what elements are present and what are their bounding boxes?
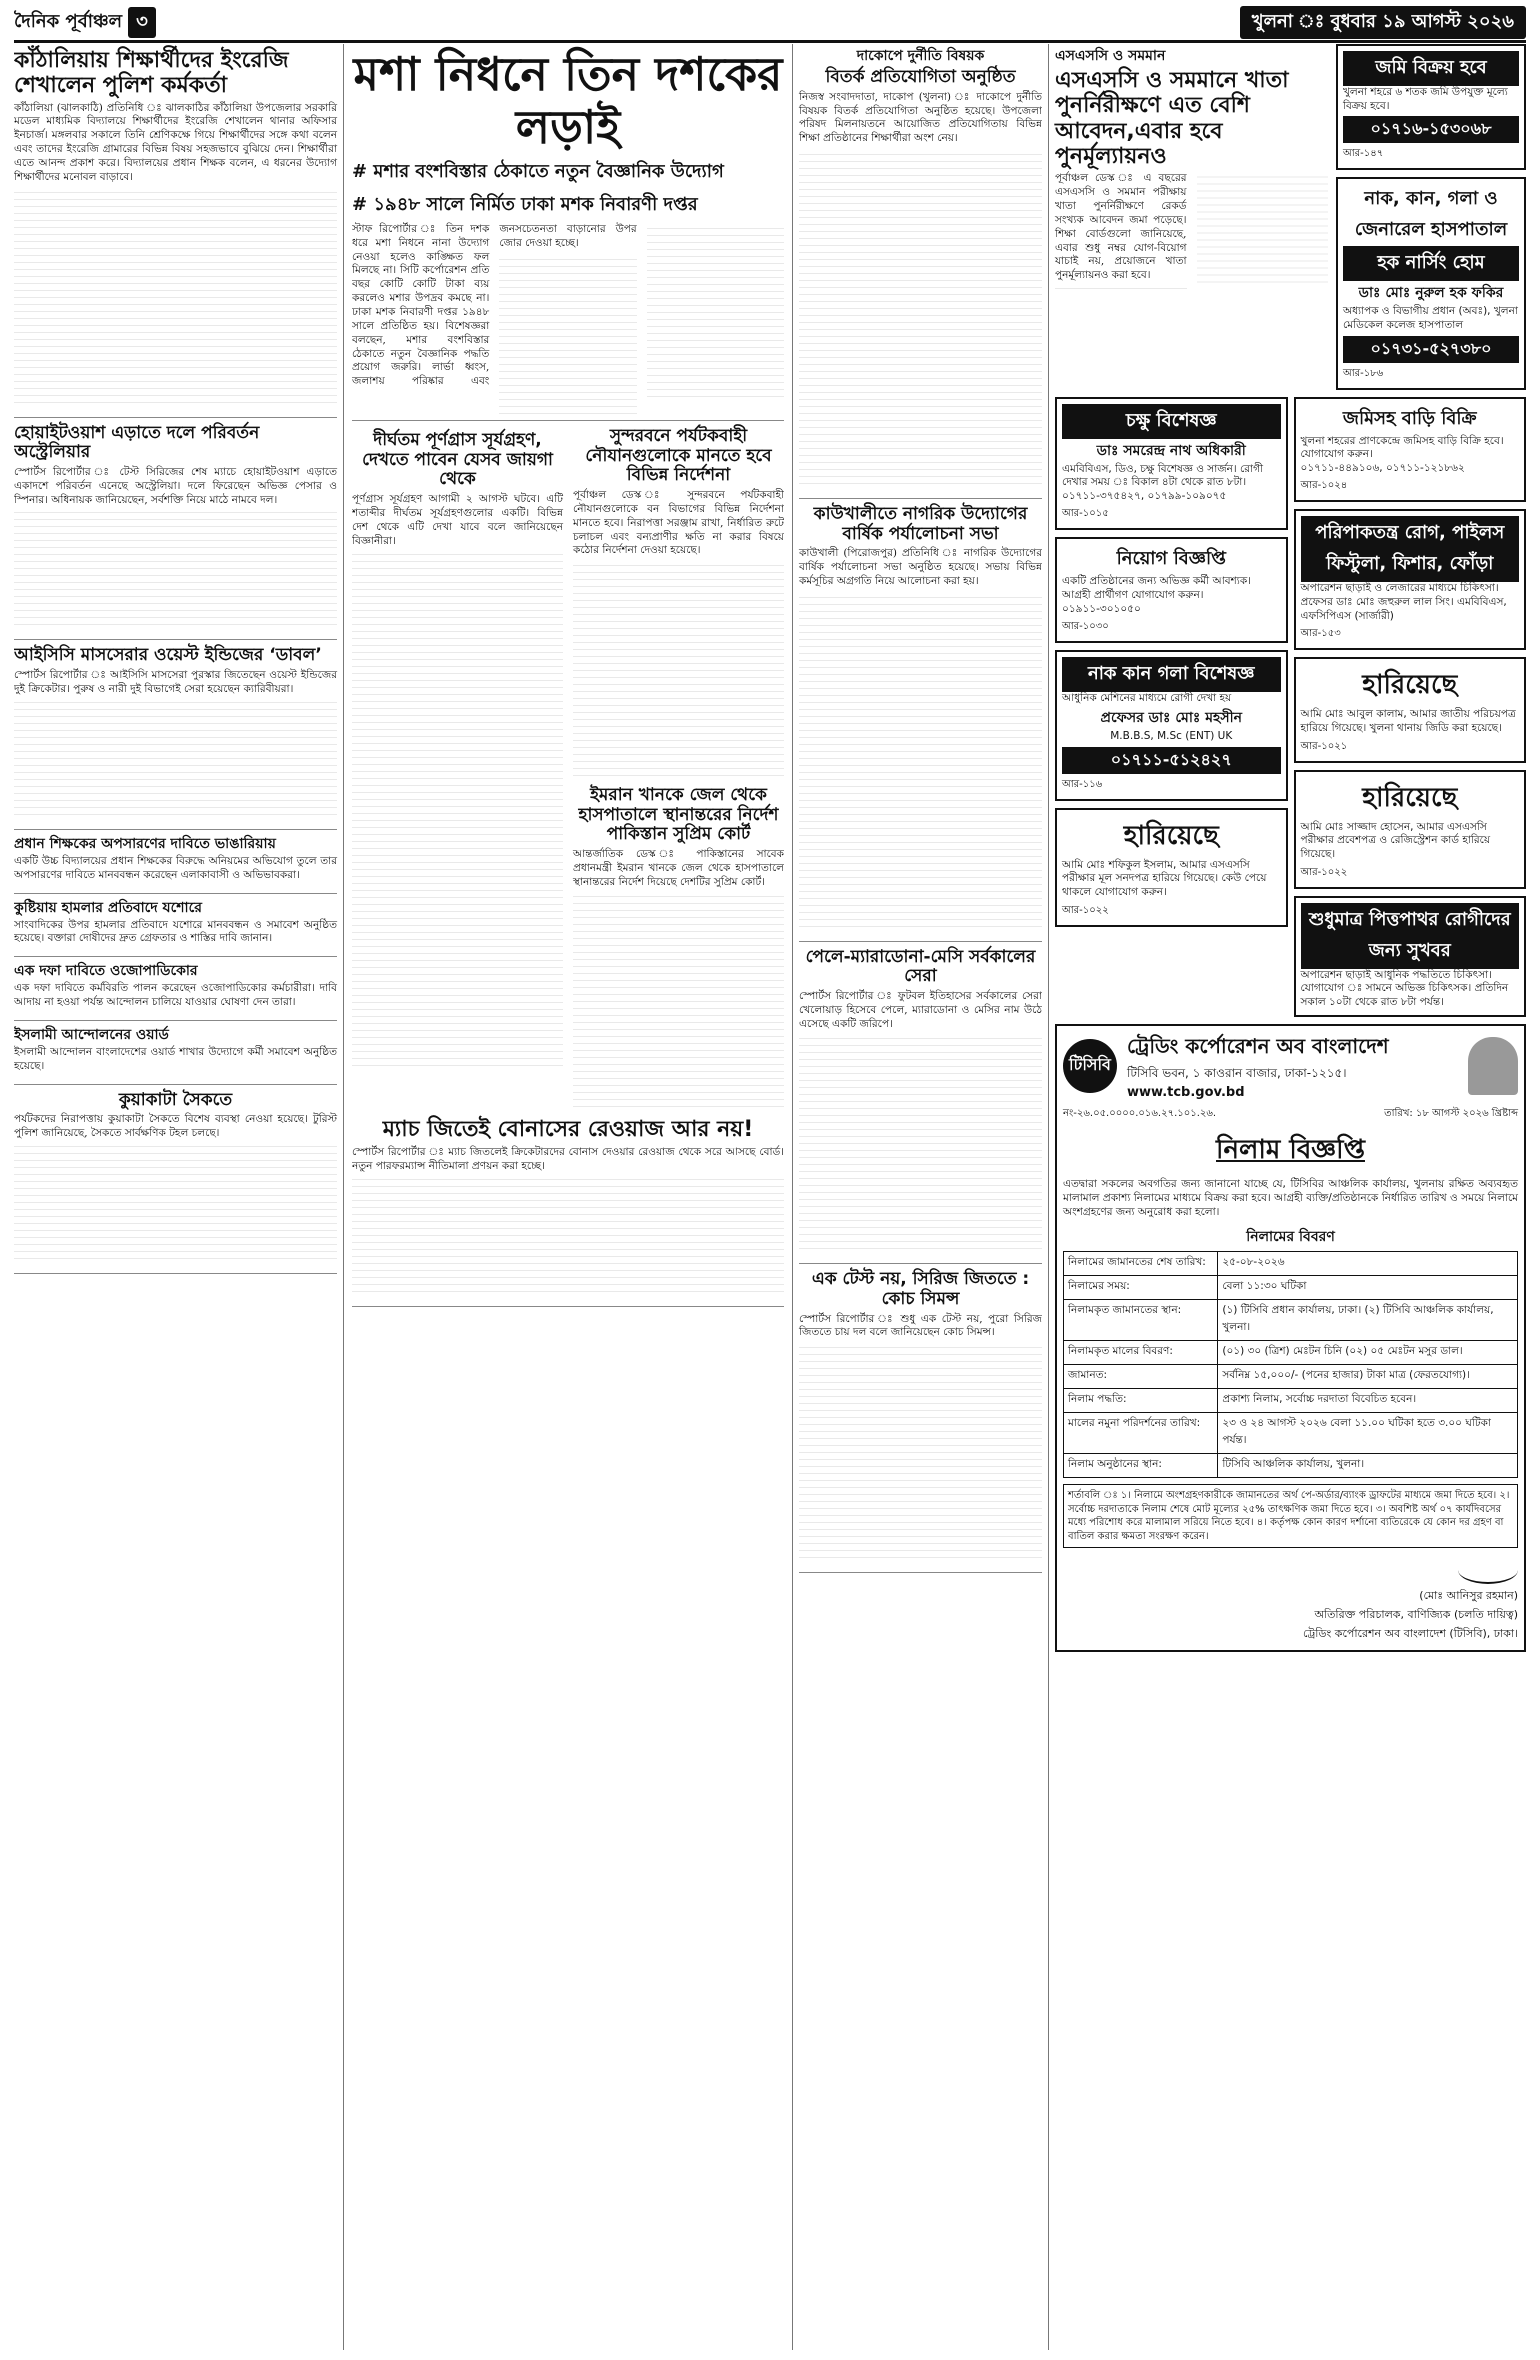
text-placeholder [499,223,784,415]
row-value: টিসিবি আঞ্চলিক কার্যালয়, খুলনা। [1218,1454,1518,1478]
headline: ইসলামী আন্দোলনের ওয়ার্ড [14,1027,169,1044]
table-row [1064,1365,1518,1389]
schedule-heading: নিলামের বিবরণ [1246,1229,1335,1246]
story-body: সাংবাদিকের উপর হামলার প্রতিবাদে যশোরে মানববন্ধন ও সমাবেশ অনুষ্ঠিত হয়েছে। বক্তারা দোষীদের দ্রুত গ্রেফতার ও শাস্তির দাবি জানান। [14,918,337,945]
ad-degree: M.B.B.S, M.Sc (ENT) UK [1110,730,1233,743]
row-label: নিলাম পদ্ধতি: [1064,1389,1218,1413]
story-body: পূর্বাঞ্চল ডেস্ক ঃ এ বছরের এসএসসি ও সমমান পরীক্ষায় খাতা পুনর্নিরীক্ষণে রেকর্ড সংখ্যক আবেদন জমা পড়েছে। শিক্ষা বোর্ডগুলো জানিয়েছে, এবার শুধু নম্বর যোগ-বিয়োগ যাচাই নয়, প্রয়োজনে খাতা পুনর্মূল্যায়নও করা হবে। [1055,172,1187,282]
row-value: (০১) ৩০ (ত্রিশ) মেঃটন চিনি (০২) ০৫ মেঃটন মসুর ডাল। [1218,1341,1518,1365]
ad-code: আর-১৮৬ [1343,367,1384,379]
ad-title: নাক কান গলা বিশেষজ্ঞ [1062,657,1281,692]
notice-date: তারিখ: ১৮ আগস্ট ২০২৬ খ্রিষ্টাব্দ [1384,1107,1518,1119]
ad-lost-1 [1055,808,1288,927]
story-kushtia [14,900,337,958]
ad-title: হারিয়েছে [1123,820,1219,851]
ad-code: আর-১১৬ [1062,778,1103,790]
ad-title: নাক, কান, গলা ও জেনারেল হাসপাতাল [1354,188,1508,241]
ssc-story [1055,44,1328,397]
ad-phone: ০১৭৩১-৫২৭৩৮০ [1343,336,1519,363]
story-body: নিজস্ব সংবাদদাতা, দাকোপ (খুলনা) ঃ দাকোপে দুর্নীতি বিষয়ক বিতর্ক প্রতিযোগিতা অনুষ্ঠিত হয়েছে। উপজেলা পরিষদ মিলনায়তনে আয়োজিত প্রতিযোগিতায় বিভিন্ন শিক্ষা প্রতিষ্ঠানের শিক্ষার্থীরা অংশ নেয়। [799,90,1042,145]
ad-code: আর-১০২২ [1062,904,1109,916]
tcb-auction-notice [1055,1024,1526,1653]
signature-block [1063,1556,1518,1644]
row-label: নিলাম অনুষ্ঠানের স্থান: [1064,1454,1218,1478]
ad-phone: ০১৭১১-৩৭৫৪২৭, ০১৭৯৯-১০৯০৭৫ [1062,489,1227,502]
story-wzpdco [14,963,337,1021]
ad-jobs [1055,537,1288,643]
headline: পেলে-ম্যারাডোনা-মেসি সর্বকালের সেরা [805,946,1036,987]
row-value: প্রকাশ্য নিলাম, সর্বোচ্চ দরদাতা বিবেচিত হবেন। [1218,1389,1518,1413]
ad-title: নিয়োগ বিজ্ঞপ্তি [1116,548,1226,570]
row-value: বেলা ১১:৩০ ঘটিকা [1218,1276,1518,1300]
story-body: এক দফা দাবিতে কর্মবিরতি পালন করেছেন ওজোপাডিকোর কর্মচারীরা। দাবি আদায় না হওয়া পর্যন্ত আন্দোলন চালিয়ে যাওয়ার ঘোষণা দেন তারা। [14,982,337,1009]
story-simmons [799,1270,1042,1573]
text-placeholder [14,701,337,821]
ad-gallstone [1294,896,1527,1017]
row-value: ২৫-০৮-২০২৬ [1218,1252,1518,1276]
ad-code: আর-১৪৭ [1343,148,1384,160]
portrait-image [1468,1037,1518,1095]
headline: কাউখালীতে নাগরিক উদ্যোগের বার্ষিক পর্যালোচনা সভা [813,504,1028,544]
tcb-name: ট্রেডিং কর্পোরেশন অব বাংলাদেশ [1127,1033,1389,1058]
text-placeholder [14,511,337,631]
headline: এসএসসি ও সমমানে খাতা পুনর্নিরীক্ষণে এত বেশি আবেদন,এবার হবে পুনর্মূল্যায়নও [1055,68,1289,169]
story-icc [14,646,337,829]
ad-title: জমি বিক্রয় হবে [1343,51,1519,86]
dateline: খুলনা ঃ বুধবার ১৯ আগস্ট ২০২৬ [1240,6,1526,39]
ad-doctor: ডাঃ সমরেন্দ্র নাথ অধিকারী [1096,442,1246,459]
ad-code: আর-১৫৩ [1300,628,1341,640]
ad-phone: ০১৭১৬-১৫৩০৬৮ [1343,116,1519,143]
ad-land-sale [1336,44,1526,170]
column-3 [792,44,1042,2350]
signer-name: (মোঃ আনিসুর রহমান) [1419,1589,1518,1603]
column-1 [14,44,344,2350]
ad-code: আর-১০১৫ [1062,508,1109,520]
story-body: স্পোর্টস রিপোর্টার ঃ টেস্ট সিরিজের শেষ ম্যাচে হোয়াইটওয়াশ এড়াতে একাদশে পরিবর্তন এনেছে অস্ট্রেলিয়া। দলে ফিরেছেন অভিজ্ঞ পেসার ও স্পিনার। অধিনায়ক জানিয়েছেন, সর্বশক্তি নিয়ে মাঠে নামবে দল। [14,465,337,506]
paper-name [14,7,156,38]
ad-title: চক্ষু বিশেষজ্ঞ [1062,404,1281,439]
ad-ent-specialist [1055,650,1288,800]
column-4 [1048,44,1526,2350]
story-body: স্পোর্টস রিপোর্টার ঃ আইসিসি মাসসেরা পুরস্কার জিতেছেন ওয়েস্ট ইন্ডিজের দুই ক্রিকেটার। পুরুষ ও নারী দুই বিভাগেই সেরা হয়েছেন ক্যারিবীয়রা। [14,668,337,695]
tcb-address: টিসিবি ভবন, ১ কাওরান বাজার, ঢাকা-১২১৫। [1127,1065,1347,1080]
page-number: ৩ [128,7,156,38]
story-kuakata [14,1091,337,1274]
table-row [1064,1389,1518,1413]
ad-text: এমবিবিএস, ডিও, চক্ষু বিশেষজ্ঞ ও সার্জন। রোগী দেখার সময় ঃ বিকাল ৪টা থেকে রাত ৮টা। [1062,462,1263,489]
row-value: ২৩ ও ২৪ আগস্ট ২০২৬ বেলা ১১.০০ ঘটিকা হতে ৩.০০ ঘটিকা পর্যন্ত। [1218,1413,1518,1454]
signature-mark [1458,1556,1518,1584]
ad-text: একটি প্রতিষ্ঠানের জন্য অভিজ্ঞ কর্মী আবশ্যক। আগ্রহী প্রার্থীগণ যোগাযোগ করুন। [1062,575,1251,602]
headline: ম্যাচ জিতেই বোনাসের রেওয়াজ আর নয়! [382,1117,754,1143]
ad-code: আর-১০২৪ [1300,480,1348,492]
ad-house-sale [1294,397,1527,503]
story-body: পূর্বাঞ্চল ডেস্ক ঃ সুন্দরবনে পর্যটকবাহী নৌযানগুলোকে বন বিভাগের বিভিন্ন নির্দেশনা মানতে হবে। নিরাপত্তা সরঞ্জাম রাখা, নির্ধারিত রুটে চলাচল এবং বন্যপ্রাণীর ক্ষতি না করার বিষয়ে কঠোর নির্দেশনা দেওয়া হয়েছে। [573,488,784,557]
ad-lost-3 [1294,770,1527,889]
headline: কাঁঠালিয়ায় শিক্ষার্থীদের ইংরেজি শেখালেন পুলিশ কর্মকর্তা [14,48,289,99]
ad-hospital-name: হক নার্সিং হোম [1343,246,1519,281]
story-headteacher [14,836,337,894]
memo-number: নং-২৬.০৫.০০০০.০১৬.২৭.১০১.২৬. [1063,1107,1217,1119]
ad-code: আর-১০৩০ [1062,621,1109,633]
headline: সুন্দরবনে পর্যটকবাহী নৌযানগুলোকে মানতে হবে বিভিন্ন নির্দেশনা [585,426,772,486]
ad-lost-2 [1294,657,1527,762]
story-body: স্পোর্টস রিপোর্টার ঃ ম্যাচ জিতলেই ক্রিকেটারদের বোনাস দেওয়ার রেওয়াজ থেকে সরে আসছে বোর্ড। নতুন পারফরম্যান্স নীতিমালা প্রণয়ন করা হচ্ছে। [352,1145,784,1172]
table-row [1064,1454,1518,1478]
story-australia [14,424,337,641]
kicker: এসএসসি ও সমমান [1055,48,1166,64]
story-body: স্পোর্টস রিপোর্টার ঃ শুধু এক টেস্ট নয়, পুরো সিরিজ জিততে চায় দল বলে জানিয়েছেন কোচ সিমন্স। [799,1312,1042,1339]
text-placeholder [799,1344,1042,1564]
ad-title: হারিয়েছে [1362,670,1458,701]
lead-deck-2: # ১৯৪৮ সালে নির্মিত ঢাকা মশক নিবারণী দপ্তর [352,193,698,215]
signer-role: অতিরিক্ত পরিচালক, বাণিজ্যিক (চলতি দায়িত্ব) [1314,1608,1518,1622]
text-placeholder [799,150,1042,490]
headline: আইসিসি মাসসেরার ওয়েস্ট ইন্ডিজের ‘ডাবল’ [14,645,322,666]
ad-piles [1294,509,1527,650]
ad-code: আর-১০২২ [1300,866,1348,878]
headline: ইমরান খানকে জেল থেকে হাসপাতালে স্থানান্তরের নির্দেশ পাকিস্তান সুপ্রিম কোর্ট [578,785,779,845]
ad-eye-specialist [1055,397,1288,531]
headline: কুয়াকাটা সৈকতে [118,1089,233,1110]
ad-text: খুলনা শহরে ৬ শতক জমি উপযুক্ত মূল্যে বিক্রয় হবে। [1343,86,1508,112]
ad-code: আর-১০২১ [1300,740,1348,752]
notice-title: নিলাম বিজ্ঞপ্তি [1216,1134,1365,1165]
text-placeholder [14,1145,337,1265]
ad-phone: ০১৯১১-৩০১০৫০ [1062,602,1141,615]
ad-title: পরিপাকতন্ত্র রোগ, পাইলস ফিস্টুলা, ফিশার, ফোঁড়া [1301,516,1520,582]
text-placeholder [799,1035,1042,1255]
ad-text: খুলনা শহরের প্রাণকেন্দ্রে জমিসহ বাড়ি বিক্রি হবে। যোগাযোগ করুন। [1300,434,1504,461]
story-body: স্পোর্টস রিপোর্টার ঃ ফুটবল ইতিহাসের সর্বকালের সেরা খেলোয়াড় হিসেবে পেলে, ম্যারাডোনা ও মেসির নাম উঠে এসেছে একটি জরিপে। [799,989,1042,1030]
story-kaukhali [799,505,1042,942]
row-label: নিলামকৃত মালের বিবরণ: [1064,1341,1218,1365]
signer-org: ট্রেডিং কর্পোরেশন অব বাংলাদেশ (টিসিবি), ঢাকা। [1303,1627,1518,1641]
terms: শর্তাবলি ঃ ১। নিলামে অংশগ্রহণকারীকে জামানতের অর্থ পে-অর্ডার/ব্যাংক ড্রাফটের মাধ্যমে জমা দিতে হবে। ২। সর্বোচ্চ দরদাতাকে নিলাম শেষে মোট মূল্যের ২৫% তাৎক্ষণিক জমা দিতে হবে। ৩। অবশিষ্ট অর্থ ০৭ কার্যদিবসের মধ্যে পরিশোধ করে মালামাল সরিয়ে নিতে হবে। ৪। কর্তৃপক্ষ কোন কারণ দর্শানো ব্যতিরেকে যে কোন দর গ্রহণ বা বাতিল করার ক্ষমতা সংরক্ষণ করেন। [1063,1484,1518,1548]
headline: হোয়াইটওয়াশ এড়াতে দলে পরিবর্তন অস্ট্রেলিয়ার [14,422,260,463]
headline: এক দফা দাবিতে ওজোপাডিকোর [14,963,198,980]
text-placeholder [352,552,563,1072]
ad-doctor: প্রফেসর ডাঃ মোঃ মহসীন [1100,710,1242,727]
headline: প্রধান শিক্ষকের অপসারণের দাবিতে ভাঙারিয়ায় [14,835,276,852]
tcb-website-link[interactable]: www.tcb.gov.bd [1127,1084,1245,1100]
row-value: (১) টিসিবি প্রধান কার্যালয়, ঢাকা। (২) টিসিবি আঞ্চলিক কার্যালয়, খুলনা। [1218,1300,1518,1341]
row-label: মালের নমুনা পরিদর্শনের তারিখ: [1064,1413,1218,1454]
headline: দীর্ঘতম পূর্ণগ্রাস সূর্যগ্রহণ, দেখতে পাবেন যেসব জায়গা থেকে [362,430,553,490]
headline: কুষ্টিয়ায় হামলার প্রতিবাদে যশোরে [14,899,202,916]
table-row [1064,1252,1518,1276]
story-body: কাউখালী (পিরোজপুর) প্রতিনিধি ঃ নাগরিক উদ্যোগের বার্ষিক পর্যালোচনা সভা অনুষ্ঠিত হয়েছে। সভায় বিভিন্ন কর্মসূচির অগ্রগতি নিয়ে আলোচনা করা হয়। [799,547,1042,587]
text-placeholder [573,893,784,1113]
story-police-english [14,48,337,418]
story-pele [799,948,1042,1265]
story-debate [799,48,1042,499]
lead-body: স্টাফ রিপোর্টার ঃ তিন দশক ধরে মশা নিধনে নানা উদ্যোগ নেওয়া হলেও কাঙ্ক্ষিত ফল মিলছে না। সিটি কর্পোরেশন প্রতি বছর কোটি কোটি টাকা ব্যয় করলেও মশার উপদ্রব কমছে না। ঢাকা মশক নিবারণী দপ্তর ১৯৪৮ সালে প্রতিষ্ঠিত হয়। বিশেষজ্ঞরা বলছেন, মশার বংশবিস্তার ঠেকাতে নতুন বৈজ্ঞানিক পদ্ধতি প্রয়োগ জরুরি। লার্ভা ধ্বংস, জলাশয় পরিষ্কার এবং জনসচেতনতা বাড়ানোর উপর জোর দেওয়া হচ্ছে। [352,222,637,388]
table-row [1064,1413,1518,1454]
row-value: সর্বনিম্ন ১৫,০০০/- (পনের হাজার) টাকা মাত্র (ফেরতযোগ্য)। [1218,1365,1518,1389]
ad-text: অপারেশন ছাড়াই ও লেজারের মাধ্যমে চিকিৎসা। প্রফেসর ডাঃ মোঃ জহুরুল লাল সিং। এমবিবিএস, এফসিপিএস (সার্জারী) [1300,582,1507,622]
lead-story [352,48,784,421]
lead-deck-1: # মশার বংশবিস্তার ঠেকাতে নতুন বৈজ্ঞানিক উদ্যোগ [352,160,724,182]
ad-phone: ০১৭১১-৪৪৯১০৬, ০১৭১১-১২১৮৬২ [1300,461,1465,474]
notice-intro: এতদ্বারা সকলের অবগতির জন্য জানানো যাচ্ছে যে, টিসিবির আঞ্চলিক কার্যালয়, খুলনায় রক্ষিত অব্যবহৃত মালামাল প্রকাশ্য নিলামের মাধ্যমে বিক্রয় করা হবে। আগ্রহী ব্যক্তি/প্রতিষ্ঠানকে নির্ধারিত তারিখ ও সময়ে নিলামে অংশগ্রহণের জন্য অনুরোধ করা হলো। [1063,1177,1518,1218]
ad-text: আমি মোঃ আবুল কালাম, আমার জাতীয় পরিচয়পত্র হারিয়ে গিয়েছে। খুলনা থানায় জিডি করা হয়েছে। [1300,708,1516,735]
text-placeholder [352,1178,784,1298]
ad-title: হারিয়েছে [1362,782,1458,813]
ad-text: অপারেশন ছাড়াই আধুনিক পদ্ধতিতে চিকিৎসা। যোগাযোগ ঃ সামনে অভিজ্ঞ চিকিৎসক। প্রতিদিন সকাল ১০টা থেকে রাত ৮টা পর্যন্ত। [1300,968,1509,1008]
story-bonus [352,1117,784,1306]
kicker: দাকোপে দুর্নীতি বিষয়ক [856,48,985,64]
ad-text: আমি মোঃ শফিকুল ইসলাম, আমার এসএসসি পরীক্ষার মূল সনদপত্র হারিয়ে গিয়েছে। কেউ পেয়ে থাকলে যোগাযোগ করুন। [1062,858,1267,898]
row-label: নিলামের সময়: [1064,1276,1218,1300]
table-row [1064,1341,1518,1365]
ad-text: অধ্যাপক ও বিভাগীয় প্রধান (অবঃ), খুলনা মেডিকেল কলেজ হাসপাতাল [1343,305,1518,331]
row-label: জামানত: [1064,1365,1218,1389]
row-label: নিলামকৃত জামানতের স্থান: [1064,1300,1218,1341]
ad-title: জমিসহ বাড়ি বিক্রি [1342,407,1477,429]
ad-text: আমি মোঃ সাজ্জাদ হোসেন, আমার এসএসসি পরীক্ষার প্রবেশপত্র ও রেজিস্ট্রেশন কার্ড হারিয়ে গিয়েছে। [1300,820,1491,860]
paper-title: দৈনিক পূর্বাঞ্চল [14,10,123,32]
ad-ent-hospital [1336,177,1526,389]
tcb-logo: টিসিবি [1063,1039,1117,1093]
row-label: নিলামের জামানতের শেষ তারিখ: [1064,1252,1218,1276]
table-row [1064,1300,1518,1341]
story-body: ইসলামী আন্দোলন বাংলাদেশের ওয়ার্ড শাখার উদ্যোগে কর্মী সমাবেশ অনুষ্ঠিত হয়েছে। [14,1046,337,1073]
story-body: কাঁঠালিয়া (ঝালকাঠি) প্রতিনিধি ঃ ঝালকাঠির কাঁঠালিয়া উপজেলার সরকারি মডেল মাধ্যমিক বিদ্যালয়ে শিক্ষার্থীদের ইংরেজি শেখালেন থানার অফিসার ইনচার্জ। মঙ্গলবার সকালে তিনি শ্রেণিকক্ষে গিয়ে শিক্ষার্থীদের সঙ্গে কথা বলেন এবং তাদের ইংরেজি গ্রামারের বিভিন্ন বিষয় সহজভাবে বুঝিয়ে দেন। শিক্ষার্থীরা এতে আনন্দ প্রকাশ করে। বিদ্যালয়ের প্রধান শিক্ষক বলেন, এ ধরনের উদ্যোগ শিক্ষার্থীদের মনোবল বাড়াবে। [14,101,337,183]
text-placeholder [799,593,1042,933]
story-islami [14,1027,337,1085]
headline: বিতর্ক প্রতিযোগিতা অনুষ্ঠিত [825,67,1016,88]
ad-title: শুধুমাত্র পিত্তপাথর রোগীদের জন্য সুখবর [1301,903,1520,969]
story-sundarbans [573,427,784,1113]
ad-phone: ০১৭১১-৫১২৪২৭ [1062,747,1281,774]
story-body: পূর্ণগ্রাস সূর্যগ্রহণ আগামী ২ আগস্ট ঘটবে। এটি শতাব্দীর দীর্ঘতম সূর্যগ্রহণগুলোর একটি। বিভিন্ন দেশ থেকে এটি দেখা যাবে বলে জানিয়েছেন বিজ্ঞানীরা। [352,492,563,547]
headline: এক টেস্ট নয়, সিরিজ জিততে : কোচ সিমন্স [811,1269,1030,1309]
lead-headline: মশা নিধনে তিন দশকের লড়াই [353,47,783,154]
text-placeholder [14,189,337,409]
story-body: পর্যটকদের নিরাপত্তায় কুয়াকাটা সৈকতে বিশেষ ব্যবস্থা নেওয়া হয়েছে। টুরিস্ট পুলিশ জানিয়েছে, সৈকতে সার্বক্ষণিক টহল চলছে। [14,1113,337,1140]
table-row [1064,1276,1518,1300]
column-2 [352,44,784,2350]
text-placeholder [573,562,784,782]
schedule-table [1063,1251,1518,1478]
story-body: আন্তর্জাতিক ডেস্ক ঃ পাকিস্তানের সাবেক প্রধানমন্ত্রী ইমরান খানকে জেল থেকে হাসপাতালে স্থানান্তরের নির্দেশ দিয়েছে দেশটির সুপ্রিম কোর্ট। [573,847,784,888]
story-eclipse [352,431,563,1072]
masthead [14,8,1526,43]
ad-text: আধুনিক মেশিনের মাধ্যমে রোগী দেখা হয় [1062,692,1232,705]
story-body: একটি উচ্চ বিদ্যালয়ের প্রধান শিক্ষকের বিরুদ্ধে অনিয়মের অভিযোগ তুলে তার অপসারণের দাবিতে মানববন্ধন করেছেন এলাকাবাসী ও অভিভাবকরা। [14,854,337,881]
ad-doctor: ডাঃ মোঃ নুরুল হক ফকির [1358,285,1504,302]
